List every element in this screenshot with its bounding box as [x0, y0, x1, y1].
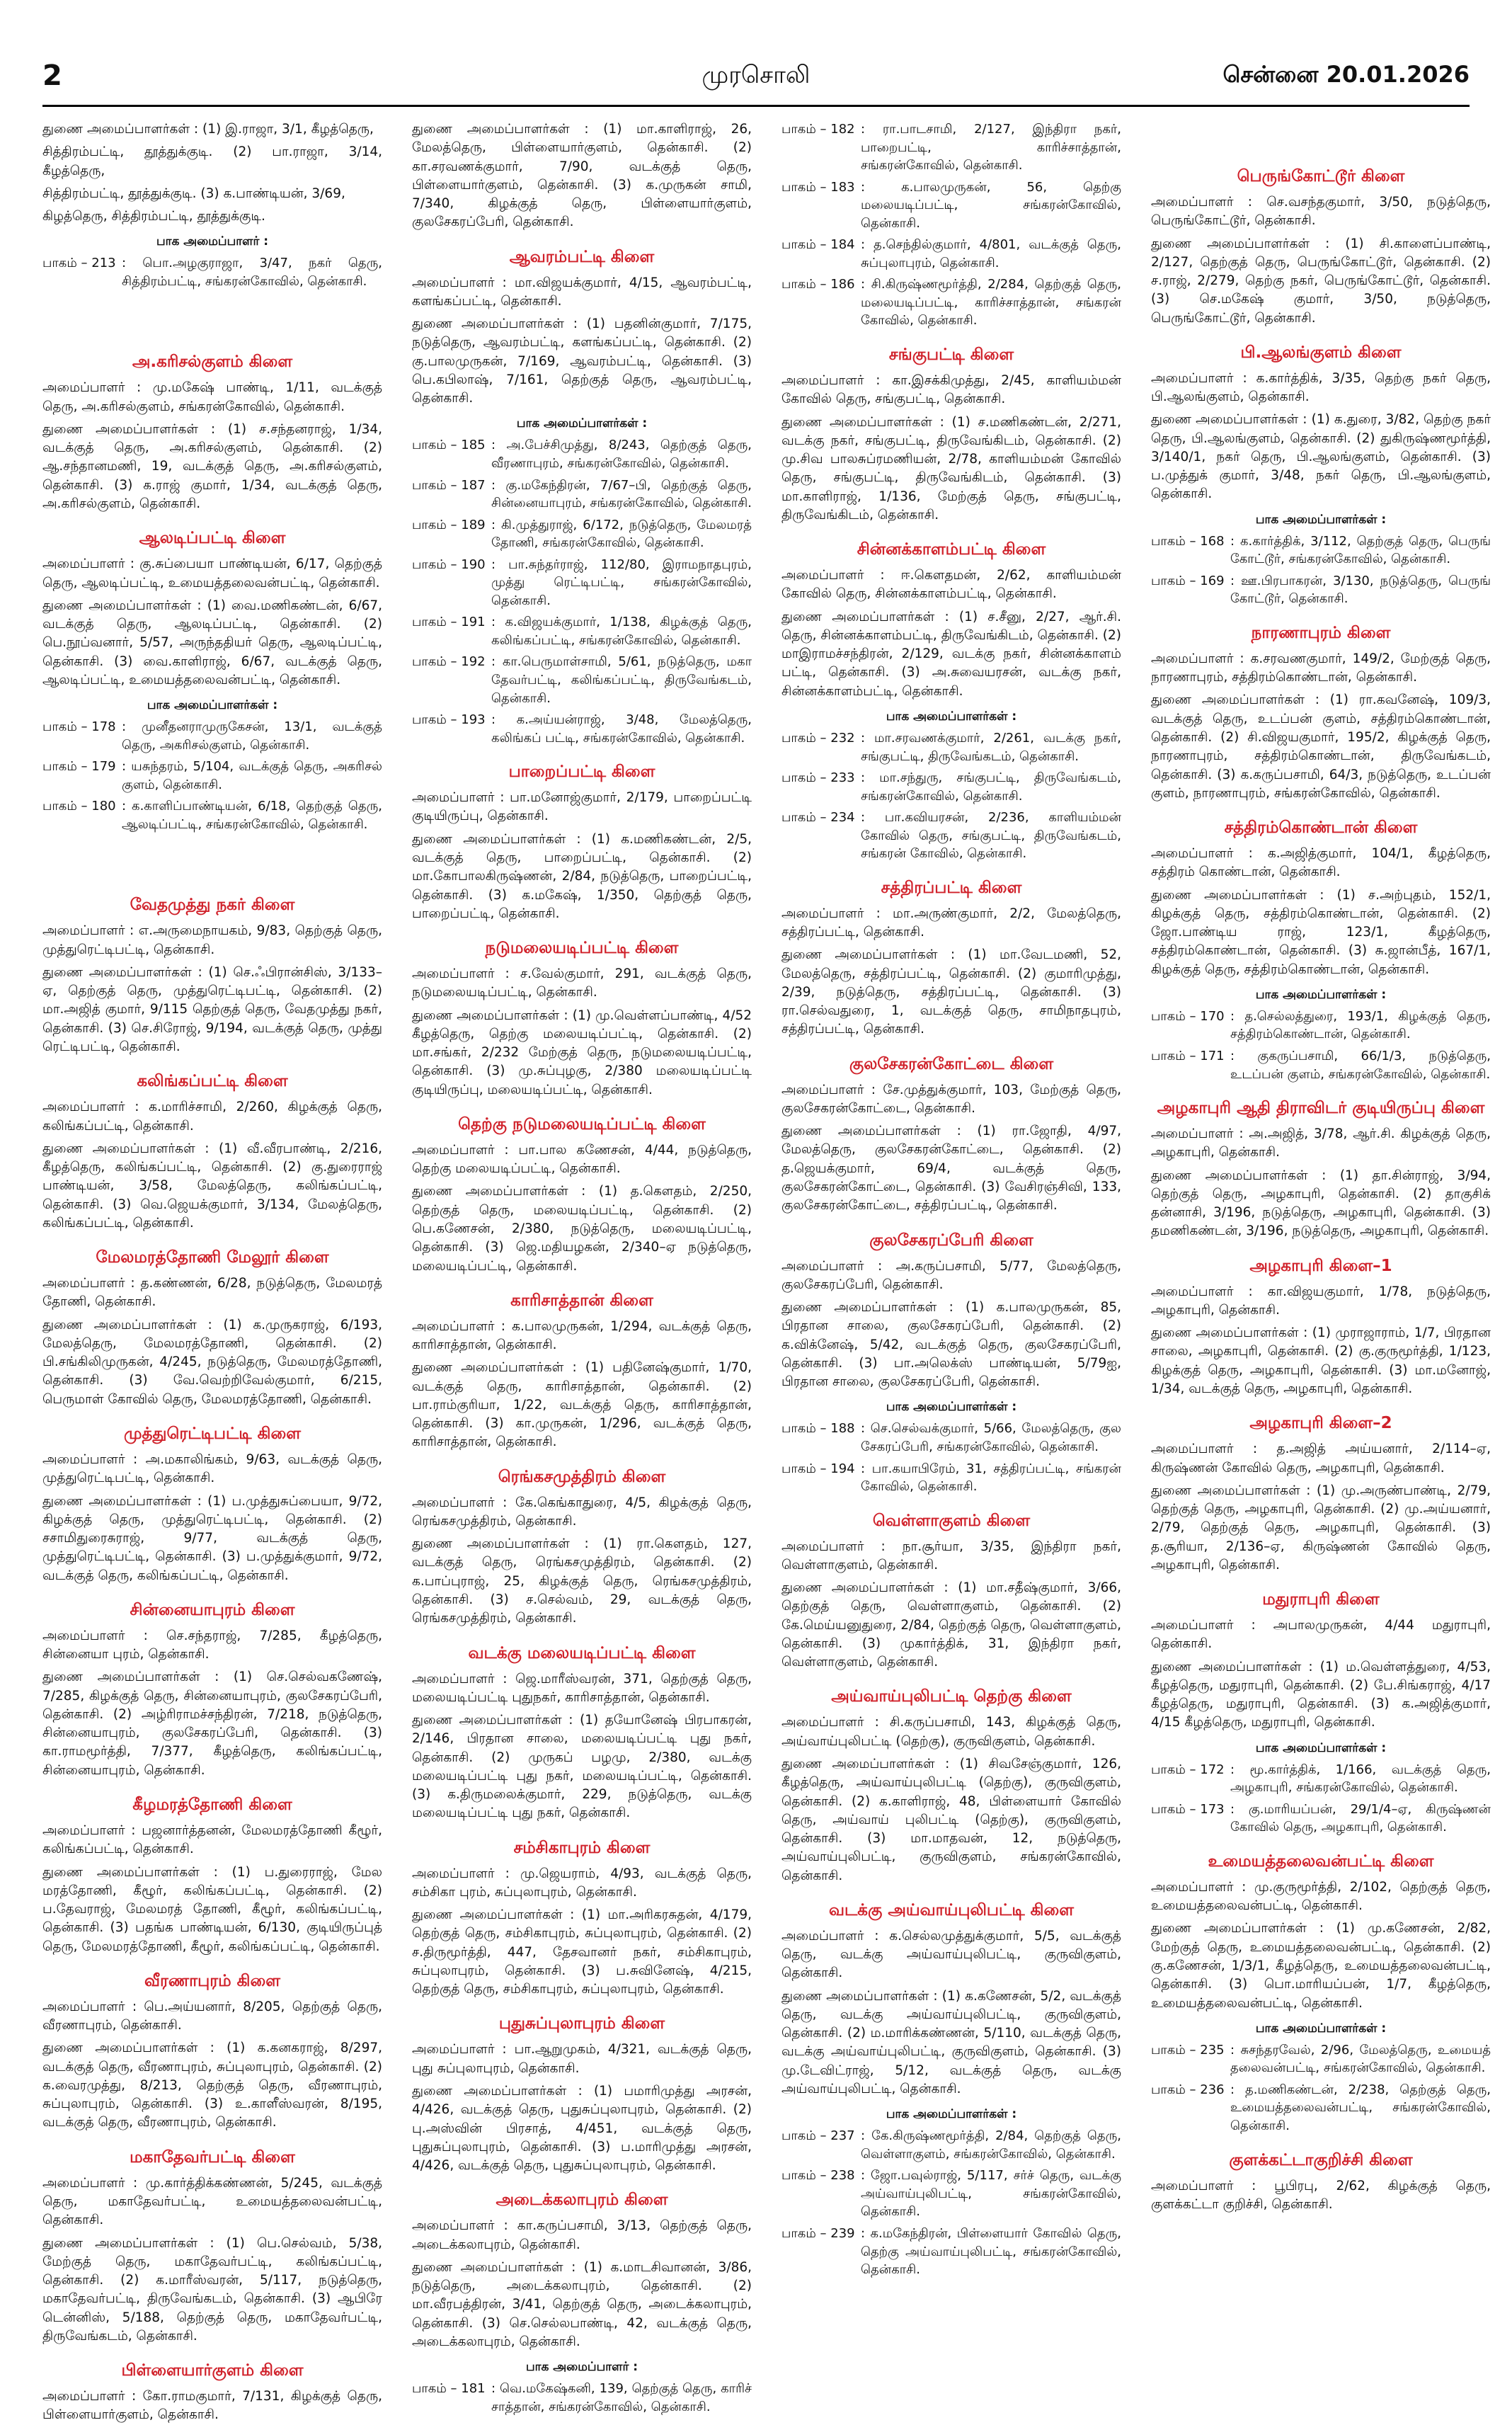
booth-heading: பாக அமைப்பாளர்கள் :: [1255, 2021, 1387, 2036]
booth-entry: [42, 797, 382, 833]
member-entry: துணை அமைப்பாளர்கள் : (1) வீ.வீரபாண்டி, 2/216, கீழத்தெரு, கலிங்கப்பட்டி, தென்காசி. (2) கு.துரைராஜ் பாண்டியன், 3/58, மேலத்தெரு, கலிங்கப்பட்டி, தென்காசி. (3) வெ.ஜெயக்குமார், 3/134, மேலத்தெரு, கலிங்கப்பட்டி, தென்காசி.: [42, 1141, 382, 1231]
member-entry: துணை அமைப்பாளர்கள் : (1) க.துரை, 3/82, தெற்கு நகர் தெரு, பி.ஆலங்குளம், தென்காசி. (2) துகிருஷ்ணமூர்த்தி, 3/140/1, நகர் தெரு, பி.ஆலங்குளம், தென்காசி. (3) ப.முத்துக் குமார், 3/48, நகர் தெரு, பி.ஆலங்குளம், தென்காசி.: [1151, 412, 1491, 502]
member-entry: அமைப்பாளர் : பூபிரபு, 2/62, கிழக்குத் தெரு, குளக்கட்டா குறிச்சி, தென்காசி.: [1151, 2178, 1491, 2212]
branch-title: அ.கரிசல்குளம் கிளை: [132, 353, 293, 372]
branch-section: [1151, 1414, 1491, 1575]
member-entry: துணை அமைப்பாளர்கள் : (1) த.கௌதம், 2/250, தெற்குத் தெரு, மலையடிப்பட்டி, தென்காசி. (2) பெ.கணேசன், 2/380, நடுத்தெரு, மலையடிப்பட்டி, தென்காசி. (3) ஜெ.மதியழகன், 2/340–ஏ நடுத்தெரு, மலையடிப்பட்டி, தென்காசி.: [412, 1184, 752, 1274]
booth-member: : ஜோ.பவுல்ராஜ், 5/117, சர்ச் தெரு, வடக்கு அய்வாய்புலிபட்டி, சங்கரன்கோவில், தென்காசி.: [861, 2168, 1121, 2220]
member-entry: துணை அமைப்பாளர்கள் : (1) க.கனகராஜ், 8/297, வடக்குத் தெரு, வீரணாபுரம், சுப்புலாபுரம், தென்காசி. (2) க.வைரமுத்து, 8/213, தெற்குத் தெரு, வீரணாபுரம், சுப்புலாபுரம், தென்காசி. (3) உ.காளீஸ்வரன், 8/195, வடக்குத் தெரு, வீரணாபுரம், தென்காசி.: [42, 2041, 382, 2130]
member-entry: அமைப்பாளர் : மா.அருண்குமார், 2/2, மேலத்தெரு, சத்திரப்பட்டி, தென்காசி.: [781, 906, 1121, 940]
booth-number: பாகம் – 233: [781, 770, 855, 786]
branch-section: [781, 346, 1121, 525]
branch-section: [1151, 2151, 1491, 2215]
branch-title: சத்திரம்கொண்டான் கிளை: [1224, 818, 1418, 838]
booth-member: : சி.கிருஷ்ணமூர்த்தி, 2/284, தெற்குத் தெரு, மலையடிப்பட்டி, காரிச்சாத்தான், சங்கரன் கோவில், தென்காசி.: [861, 277, 1121, 329]
branch-title: மகாதேவர்பட்டி கிளை: [130, 2147, 295, 2167]
booth-member: : த.செந்தில்குமார், 4/801, வடக்குத் தெரு, சுப்புலாபுரம், தென்காசி.: [861, 237, 1121, 270]
branch-title: நாரணாபுரம் கிளை: [1251, 623, 1391, 642]
branch-title: சங்குபட்டி கிளை: [888, 346, 1014, 365]
booth-entry: [1151, 572, 1491, 608]
branch-title: வீரணாபுரம் கிளை: [144, 1971, 281, 1990]
booth-number: பாகம் – 183: [781, 179, 855, 195]
branch-title: ஆலடிப்பட்டி கிளை: [139, 529, 286, 548]
booth-heading: பாக அமைப்பாளர்கள் :: [516, 416, 648, 431]
branch-section: [42, 1972, 382, 2133]
branch-title: அய்வாய்புலிபட்டி தெற்கு கிளை: [831, 1687, 1072, 1706]
booth-member: : கே.கிருஷ்ணமூர்த்தி, 2/84, தெற்குத் தெரு, வெள்ளாகுளம், சங்கரன்கோவில், தென்காசி.: [861, 2128, 1121, 2162]
branch-title: முத்துரெட்டிபட்டி கிளை: [124, 1425, 301, 1443]
booth-number: பாகம் – 172: [1151, 1762, 1225, 1777]
branch-title: ஆவரம்பட்டி கிளை: [509, 247, 655, 266]
booth-number: பாகம் – 239: [781, 2225, 855, 2241]
branch-section: [781, 120, 1121, 330]
booth-number: பாகம் – 178: [42, 719, 116, 735]
member-entry: அமைப்பாளர் : எ.அருமைநாயகம், 9/83, தெற்குத் தெரு, முத்துரெட்டிபட்டி, தென்காசி.: [42, 923, 382, 957]
member-entry: அமைப்பாளர் : கு.சுப்பையா பாண்டியன், 6/17, தெற்குத் தெரு, ஆலடிப்பட்டி, உமையத்தலைவன்பட்டி, தென்காசி.: [42, 557, 382, 590]
branch-section: [42, 1425, 382, 1585]
booth-entry: [412, 653, 752, 707]
member-entry: அமைப்பாளர் : த.கண்ணன், 6/28, நடுத்தெரு, மேலமரத் தோணி, தென்காசி.: [42, 1276, 382, 1310]
branch-section: [1151, 1099, 1491, 1241]
booth-number: பாகம் – 182: [781, 122, 855, 137]
booth-entry: [781, 729, 1121, 765]
branch-section: [412, 120, 752, 232]
member-entry: அமைப்பாளர் : ச.வேல்குமார், 291, வடக்குத் தெரு, நடுமலையடிப்பட்டி, தென்காசி.: [412, 966, 752, 1000]
member-entry: துணை அமைப்பாளர்கள் : (1) ம.வெள்ளத்துரை, 4/53, கீழத்தெரு, மதுராபுரி, தென்காசி. (2) பே.சிங்கராஜ், 4/17 கீழத்தெரு, மதுராபுரி, தென்காசி. (3) க.அஜித்குமார், 4/15 கீழத்தெரு, மதுராபுரி, தென்காசி.: [1151, 1659, 1491, 1730]
booth-entry: [781, 769, 1121, 805]
header-rule: [42, 105, 1470, 107]
booth-entry: [412, 516, 752, 552]
column-3: [781, 120, 1121, 2315]
booth-entry: [412, 711, 752, 747]
booth-number: பாகம் – 181: [412, 2381, 486, 2397]
booth-heading: பாக அமைப்பாளர் :: [525, 2360, 638, 2375]
branch-title: பி.ஆலங்குளம் கிளை: [1240, 343, 1402, 362]
member-entry: அமைப்பாளர் : பெ.அய்யனார், 8/205, தெற்குத் தெரு, வீரணாபுரம், தென்காசி.: [42, 1999, 382, 2033]
member-entry: சித்திரம்பட்டி, தூத்துக்குடி. (2) பா.ராஜா, 3/14, கீழத்தெரு,: [42, 144, 382, 178]
spacer: [42, 849, 382, 891]
branch-section: [781, 1901, 1121, 2279]
booth-number: பாகம் – 193: [412, 712, 486, 728]
booth-heading: பாக அமைப்பாளர்கள் :: [886, 2107, 1017, 2122]
booth-number: பாகம் – 188: [781, 1421, 855, 1437]
booth-member: : பா.கவியரசன், 2/236, காளியம்மன் கோவில் தெரு, சங்குபட்டி, திருவேங்கடம், சங்கரன் கோவில், தென்காசி.: [861, 810, 1121, 862]
booth-number: பாகம் – 173: [1151, 1801, 1225, 1817]
booth-member: : பொ.அழகுராஜா, 3/47, நகர் தெரு, சித்திரம்பட்டி, சங்கரன்கோவில், தென்காசி.: [122, 256, 382, 289]
booth-member: : கா.பெருமாள்சாமி, 5/61, நடுத்தெரு, மகா தேவர்பட்டி, கலிங்கப்பட்டி, திருவேங்கடம், தென்காசி.: [491, 654, 752, 706]
branch-section: [412, 2191, 752, 2416]
booth-member: : க.மகேந்திரன், பிள்ளையார் கோவில் தெரு, தெற்கு அய்வாய்புலிபட்டி, சங்கரன்கோவில், தென்காசி.: [861, 2225, 1121, 2278]
edition-date: சென்னை 20.01.2026: [1222, 61, 1470, 88]
member-entry: அமைப்பாளர் : கா.இசக்கிமுத்து, 2/45, காளியம்மன் கோவில் தெரு, சங்குபட்டி, தென்காசி.: [781, 373, 1121, 407]
branch-title: சத்திரப்பட்டி கிளை: [881, 878, 1022, 897]
booth-heading: பாக அமைப்பாளர்கள் :: [886, 709, 1017, 724]
member-entry: அமைப்பாளர் : க.கார்த்திக், 3/35, தெற்கு நகர் தெரு, பி.ஆலங்குளம், தென்காசி.: [1151, 370, 1491, 405]
branch-section: [1151, 1257, 1491, 1399]
booth-member: : யசுந்தரம், 5/104, வடக்குத் தெரு, அகரிசல் குளம், தென்காசி.: [122, 759, 382, 792]
branch-title: உமையத்தலைவன்பட்டி கிளை: [1208, 1851, 1434, 1871]
booth-number: பாகம் – 236: [1151, 2082, 1225, 2097]
booth-member: : சுசந்தரவேல், 2/96, மேலத்தெரு, உமையத் தலைவன்பட்டி, சங்கரன்கோவில், தென்காசி.: [1230, 2042, 1491, 2076]
branch-section: [412, 939, 752, 1100]
branch-title: அழகாபுரி கிளை–1: [1249, 1256, 1392, 1275]
booth-member: : வெ.மகேஷ்கனி, 139, தெற்குத் தெரு, காரிச் சாத்தான், சங்கரன்கோவில், தென்காசி.: [491, 2381, 752, 2414]
branch-section: [412, 763, 752, 923]
booth-member: : அ.பேச்சிமுத்து, 8/243, தெற்குத் தெரு, வீரணாபுரம், சங்கரன்கோவில், தென்காசி.: [491, 438, 752, 471]
booth-member: : மூ.கார்த்திக், 1/166, வடக்குத் தெரு, அழகாபுரி, சங்கரன்கோவில், தென்காசி.: [1230, 1762, 1491, 1796]
spacer: [42, 306, 382, 348]
member-entry: துணை அமைப்பாளர்கள் : (1) மா.காளிராஜ், 26, மேலத்தெரு, பிள்ளையார்குளம், தென்காசி. (2) கா.சரவணக்குமார், 7/90, வடக்குத் தெரு, பிள்ளையார்குளம், தென்காசி. (3) க.முருகன் சாமி, 7/340, கிழக்குத் தெரு, பிள்ளையார்குளம், குலசேகரப்பேரி, தென்காசி.: [412, 122, 752, 230]
branch-title: தெற்கு நடுமலையடிப்பட்டி கிளை: [458, 1114, 706, 1134]
member-entry: துணை அமைப்பாளர்கள் : (1) பமாரிமுத்து அரசன், 4/426, வடக்குத் தெரு, புதுசுப்புலாபுரம், தென்காசி. (2) பு.அஸ்வின் பிரசாத், 4/451, வடக்குத் தெரு, புதுசுப்புலாபுரம், தென்காசி. (3) ப.மாரிமுத்து அரசன், 4/426, வடக்குத் தெரு, புதுசுப்புலாபுரம், தென்காசி.: [412, 2084, 752, 2174]
page-number: 2: [42, 59, 62, 92]
branch-title: குலசேகரன்கோட்டை கிளை: [849, 1054, 1054, 1073]
booth-number: பாகம் – 184: [781, 237, 855, 253]
booth-entry: [781, 809, 1121, 863]
booth-number: பாகம் – 180: [42, 799, 116, 814]
member-entry: அமைப்பாளர் : கோ.ராமகுமார், 7/131, கிழக்குத் தெரு, பிள்ளையார்குளம், தென்காசி.: [42, 2389, 382, 2423]
booth-member: : கு.மகேந்திரன், 7/67–பி, தெற்குத் தெரு, சின்னையாபுரம், சங்கரன்கோவில், தென்காசி.: [491, 477, 752, 511]
member-entry: அமைப்பாளர் : அபாலமுருகன், 4/44 மதுராபுரி, தென்காசி.: [1151, 1618, 1491, 1652]
branch-title: அடைக்கலாபுரம் கிளை: [496, 2191, 668, 2210]
member-entry: துணை அமைப்பாளர்கள் : (1) பதனின்குமார், 7/175, நடுத்தெரு, ஆவரம்பட்டி, களங்கப்பட்டி, தென்காசி. (2) கு.பாலமுருகன், 7/169, ஆவரம்பட்டி, தென்காசி. (3) பெ.கபிலாஷ், 7/161, தெற்குத் தெரு, ஆவரம்பட்டி, தென்காசி.: [412, 316, 752, 406]
booth-heading: பாக அமைப்பாளர்கள் :: [147, 698, 278, 713]
member-entry: அமைப்பாளர் : மு.ஜெயராம், 4/93, வடக்குத் தெரு, சம்சிகா புரம், சுப்புலாபுரம், தென்காசி.: [412, 1866, 752, 1900]
member-entry: துணை அமைப்பாளர்கள் : (1) க.மாடசிவானன், 3/86, நடுத்தெரு, அடைக்கலாபுரம், தென்காசி. (2) மா.வீரபத்திரன், 3/41, தெற்குத் தெரு, அடைக்கலாபுரம், தென்காசி. (3) செ.செல்லபாண்டி, 42, வடக்குத் தெரு, அடைக்கலாபுரம், தென்காசி.: [412, 2259, 752, 2349]
booth-heading: பாக அமைப்பாளர்கள் :: [1255, 512, 1387, 527]
booth-heading: பாக அமைப்பாளர்கள் :: [1255, 1740, 1387, 1755]
booth-entry: [42, 254, 382, 290]
booth-entry: [781, 275, 1121, 330]
member-entry: துணை அமைப்பாளர்கள் : (1) ப.முத்துசுப்பையா, 9/72, கிழக்குத் தெரு, முத்துரெட்டிபட்டி, தென்காசி. (2) சசாமிதுரைசுராஜ், 9/77, வடக்குத் தெரு, முத்துரெட்டிபட்டி, தென்காசி. (3) ப.முத்துக்குமார், 9/72, வடக்குத் தெரு, கலிங்கப்பட்டி, தென்காசி.: [42, 1493, 382, 1583]
member-entry: துணை அமைப்பாளர்கள் : (1) ரா.ஜோதி, 4/97, மேலத்தெரு, குலசேகரன்கோட்டை, தென்காசி. (2) த.ஜெயக்குமார், 69/4, வடக்குத் தெரு, குலசேகரன்கோட்டை, தென்காசி. (3) வேசிரஞ்சிவி, 133, குலசேகரன்கோட்டை, சத்திரப்பட்டி, தென்காசி.: [781, 1124, 1121, 1214]
member-entry: துணை அமைப்பாளர்கள் : (1) ப.துரைராஜ், மேல மரத்தோணி, கீழூர், கலிங்கப்பட்டி, தென்காசி. (2) ப.தேவராஜ், மேலமரத் தோணி, கீழூர், கலிங்கப்பட்டி, தென்காசி. (3) பதங்க பாண்டியன், 6/130, குடியிருப்புத் தெரு, மேலமரத்தோணி, கீழூர், கலிங்கப்பட்டி, தென்காசி.: [42, 1864, 382, 1954]
branch-section: [412, 1839, 752, 1999]
booth-member: : க.விஜயக்குமார், 1/138, கிழக்குத் தெரு, கலிங்கப்பட்டி, சங்கரன்கோவில், தென்காசி.: [491, 615, 752, 648]
booth-entry: [42, 718, 382, 754]
member-entry: துணை அமைப்பாளர்கள் : (1) தா.சின்ராஜ், 3/94, தெற்குத் தெரு, அழகாபுரி, தென்காசி. (2) தாகுசிக் தன்னாசி, 3/196, நடுத்தெரு, அழகாபுரி, தென்காசி. (3) தமணிகண்டன், 3/196, நடுத்தெரு, அழகாபுரி, தென்காசி.: [1151, 1168, 1491, 1239]
booth-number: பாகம் – 169: [1151, 573, 1225, 588]
branch-section: [412, 1468, 752, 1628]
branch-section: [42, 1796, 382, 1956]
branch-title: புதுசுப்புலாபுரம் கிளை: [498, 2014, 665, 2033]
booth-member: : கு.மாரியப்பன், 29/1/4–ஏ, கிருஷ்ணன் கோவில் தெரு, அழகாபுரி, தென்காசி.: [1230, 1801, 1491, 1835]
booth-member: : ரா.பாடசாமி, 2/127, இந்திரா நகர், பாறைபட்டி, காரிச்சாத்தான், சங்கரன்கோவில், தென்காசி.: [861, 122, 1121, 173]
member-entry: துணை அமைப்பாளர்கள் : (1) க.பாலமுருகன், 85, பிரதான சாலை, குலசேகரப்பேரி, தென்காசி. (2) க.விக்னேஷ், 5/42, வடக்குத் தெரு, குலசேகரப்பேரி, தென்காசி. (3) பா.அலெக்ஸ் பாண்டியன், 5/79ஐ, பிரதான சாலை, குலசேகரப்பேரி, தென்காசி.: [781, 1300, 1121, 1390]
booth-member: : க.காளிப்பாண்டியன், 6/18, தெற்குத் தெரு, ஆலடிப்பட்டி, சங்கரன்கோவில், தென்காசி.: [122, 799, 382, 832]
member-entry: அமைப்பாளர் : அ.கருப்பசாமி, 5/77, மேலத்தெரு, குலசேகரப்பேரி, தென்காசி.: [781, 1258, 1121, 1292]
member-entry: அமைப்பாளர் : பா.மனோஜ்குமார், 2/179, பாறைப்பட்டி குடியிருப்பு, தென்காசி.: [412, 790, 752, 824]
booth-entry: [1151, 1008, 1491, 1044]
booth-entry: [781, 2225, 1121, 2279]
booth-member: : க.கார்த்திக், 3/112, தெற்குத் தெரு, பெருங் கோட்டூர், சங்கரன்கோவில், தென்காசி.: [1230, 533, 1491, 567]
branch-section: [781, 879, 1121, 1039]
booth-number: பாகம் – 237: [781, 2128, 855, 2144]
branch-title: மதுராபுரி கிளை: [1262, 1590, 1380, 1609]
branch-section: [412, 2014, 752, 2175]
branch-section: [412, 248, 752, 748]
branch-section: [42, 1248, 382, 1409]
column-4: [1151, 120, 1491, 2315]
booth-number: பாகம் – 171: [1151, 1048, 1225, 1063]
booth-member: : மா.சந்துரு, சங்குபட்டி, திருவேங்கடம், சங்கரன்கோவில், தென்காசி.: [861, 770, 1121, 804]
booth-member: : ஊ.பிரபாகரன், 3/130, நடுத்தெரு, பெருங் கோட்டூர், தென்காசி.: [1230, 573, 1491, 607]
member-entry: துணை அமைப்பாளர்கள் : (1) ச.அற்புதம், 152/1, கிழக்குத் தெரு, சத்திரம்கொண்டான், தென்காசி. (2) ஜோ.பாண்டிய ராஜ், 123/1, கீழத்தெரு, சத்திரம்கொண்டான், தென்காசி. (3) சு.ஜான்பீத், 167/1, கிழக்குத் தெரு, சத்திரம்கொண்டான், தென்காசி.: [1151, 887, 1491, 977]
column-1: [42, 120, 382, 2423]
branch-title: மேலமரத்தோணி மேலூர் கிளை: [96, 1248, 329, 1267]
member-entry: துணை அமைப்பாளர்கள் : (1) பெ.செல்வம், 5/38, மேற்குத் தெரு, மகாதேவர்பட்டி, கலிங்கப்பட்டி, தென்காசி. (2) க.மாரீஸ்வரன், 5/117, நடுத்தெரு, மகாதேவர்பட்டி, திருவேங்கடம், தென்காசி. (3) ஆபிரே டென்னிஸ், 5/188, தெற்குத் தெரு, மகாதேவர்பட்டி, திருவேங்கடம், தென்காசி.: [42, 2235, 382, 2344]
booth-number: பாகம் – 235: [1151, 2042, 1225, 2058]
booth-number: பாகம் – 192: [412, 654, 486, 670]
member-entry: அமைப்பாளர் : க.சரவணகுமார், 149/2, மேற்குத் தெரு, நாரணாபுரம், சத்திரம்கொண்டான், தென்காசி.: [1151, 651, 1491, 685]
booth-entry: [412, 556, 752, 610]
branch-section: [781, 1055, 1121, 1216]
member-entry: அமைப்பாளர் : க.மாரிச்சாமி, 2/260, கிழக்குத் தெரு, கலிங்கப்பட்டி, தென்காசி.: [42, 1100, 382, 1134]
branch-section: [42, 896, 382, 1056]
booth-entry: [412, 2380, 752, 2416]
member-entry: அமைப்பாளர் : நா.சூர்யா, 3/35, இந்திரா நகர், வெள்ளாகுளம், தென்காசி.: [781, 1539, 1121, 1573]
member-entry: அமைப்பாளர் : பஜனார்த்தனன், மேலமரத்தோணி கீழூர், கலிங்கப்பட்டி, தென்காசி.: [42, 1822, 382, 1857]
booth-member: : பா.சுந்தர்ராஜ், 112/80, இராமநாதபுரம், முத்து ரெட்டிபட்டி, சங்கரன்கோவில், தென்காசி.: [491, 557, 752, 608]
member-entry: அமைப்பாளர் : மு.குருமூர்த்தி, 2/102, தெற்குத் தெரு, உமையத்தலைவன்பட்டி, தென்காசி.: [1151, 1879, 1491, 1914]
booth-number: பாகம் – 234: [781, 810, 855, 826]
member-entry: அமைப்பாளர் : செ.சந்தராஜ், 7/285, கீழத்தெரு, சின்னையா புரம், தென்காசி.: [42, 1628, 382, 1662]
member-entry: சித்திரம்பட்டி, தூத்துக்குடி. (3) க.பாண்டியன், 3/69,: [42, 186, 345, 201]
branch-section: [42, 120, 382, 290]
booth-member: : த.செல்லத்துரை, 193/1, கிழக்குத் தெரு, சத்திரம்கொண்டான், தென்காசி.: [1230, 1008, 1491, 1042]
branch-section: [781, 540, 1121, 863]
spacer: [1151, 120, 1491, 163]
booth-entry: [781, 120, 1121, 175]
booth-entry: [412, 436, 752, 472]
page-header: [42, 59, 1470, 99]
branch-title: ரெங்கசமுத்திரம் கிளை: [498, 1467, 666, 1486]
booth-number: பாகம் – 213: [42, 256, 116, 271]
booth-heading: பாக அமைப்பாளர் :: [156, 234, 269, 249]
booth-number: பாகம் – 194: [781, 1461, 855, 1476]
booth-entry: [1151, 1761, 1491, 1797]
branch-section: [42, 529, 382, 833]
booth-entry: [781, 2167, 1121, 2221]
branch-title: சின்னக்காளம்பட்டி கிளை: [857, 540, 1046, 559]
booth-heading: பாக அமைப்பாளர்கள் :: [1255, 987, 1387, 1002]
branch-title: சின்னையாபுரம் கிளை: [130, 1600, 295, 1619]
booth-number: பாகம் – 191: [412, 615, 486, 630]
booth-entry: [781, 178, 1121, 233]
member-entry: அமைப்பாளர் : அ.மகாலிங்கம், 9/63, வடக்குத் தெரு, முத்துரெட்டிபட்டி, தென்காசி.: [42, 1452, 382, 1486]
booth-number: பாகம் – 168: [1151, 533, 1225, 549]
member-entry: துணை அமைப்பாளர்கள் : (1) மா.வேடமணி, 52, மேலத்தெரு, சத்திரப்பட்டி, தென்காசி. (2) குமாரிமுத்து, 2/39, நடுத்தெரு, சத்திரப்பட்டி, தென்காசி. (3) ரா.செல்வதுரை, 1, வடக்குத் தெரு, சாமிநாதபுரம், சத்திரப்பட்டி, தென்காசி.: [781, 947, 1121, 1037]
member-entry: அமைப்பாளர் : ஈ.கௌதமன், 2/62, காளியம்மன் கோவில் தெரு, சின்னக்காளம்பட்டி, தென்காசி.: [781, 568, 1121, 602]
booth-member: : குகருப்பசாமி, 66/1/3, நடுத்தெரு, உடப்பன் குளம், சங்கரன்கோவில், தென்காசி.: [1230, 1048, 1491, 1082]
booth-member: : செ.செல்வக்குமார், 5/66, மேலத்தெரு, குல சேகரப்பேரி, சங்கரன்கோவில், தென்காசி.: [861, 1421, 1121, 1454]
booth-number: பாகம் – 179: [42, 759, 116, 775]
branch-title: பாறைப்பட்டி கிளை: [508, 763, 655, 782]
newspaper-name: முரசொலி: [701, 61, 811, 89]
booth-member: : க.அய்யன்ராஜ், 3/48, மேலத்தெரு, கலிங்கப் பட்டி, சங்கரன்கோவில், தென்காசி.: [491, 712, 752, 746]
member-entry: துணை அமைப்பாளர்கள் : (1) ச.சந்தனராஜ், 1/34, வடக்குத் தெரு, அ.கரிசல்குளம், தென்காசி. (2) ஆ.சந்தானமணி, 19, வடக்குத் தெரு, அ.கரிசல்குளம், தென்காசி. (3) க.ராஜ் குமார், 1/34, வடக்குத் தெரு, அ.கரிசல்குளம், தென்காசி.: [42, 421, 382, 512]
member-entry: துணை அமைப்பாளர்கள் : (1) சி.காளைப்பாண்டி, 2/127, தெற்குத் தெரு, பெருங்கோட்டூர், தென்காசி. (2) ச.ராஜ், 2/279, தெற்கு நகர், பெருங்கோட்டூர், தென்காசி. (3) செ.மகேஷ் குமார், 3/50, நடுத்தெரு, பெருங்கோட்டூர், தென்காசி.: [1151, 236, 1491, 326]
booth-number: பாகம் – 232: [781, 731, 855, 746]
booth-member: : மா.சரவணக்குமார், 2/261, வடக்கு நகர், சங்குபட்டி, திருவேங்கடம், தென்காசி.: [861, 731, 1121, 764]
member-entry: அமைப்பாளர் : சே.முத்துக்குமார், 103, மேற்குத் தெரு, குலசேகரன்கோட்டை, தென்காசி.: [781, 1082, 1121, 1116]
branch-section: [1151, 624, 1491, 803]
member-entry: துணை அமைப்பாளர்கள் : (1) ச.சீனு, 2/27, ஆர்.சி. தெரு, சின்னக்காளம்பட்டி, திருவேங்கிடம், தென்காசி. (2) மாஇராமச்சந்திரன், 2/129, வடக்கு நகர், சின்னக்காளம் பட்டி, தென்காசி. (3) அ.சுவையரசன், வடக்கு நகர், சின்னக்காளம்பட்டி, தென்காசி.: [781, 609, 1121, 699]
member-entry: அமைப்பாளர் : மு.கார்த்திக்கண்ணன், 5/245, வடக்குத் தெரு, மகாதேவர்பட்டி, உமையத்தலைவன்பட்டி, தென்காசி.: [42, 2175, 382, 2228]
branch-title: அழகாபுரி ஆதி திராவிடர் குடியிருப்பு கிளை: [1157, 1099, 1485, 1118]
member-entry: துணை அமைப்பாளர்கள் : (1) மா.சதீஷ்குமார், 3/66, தெற்குத் தெரு, வெள்ளாகுளம், தென்காசி. (2) கே.மெய்யனுதுரை, 2/84, தெற்குத் தெரு, வெள்ளாகுளம், தென்காசி. (3) முகார்த்திக், 31, இந்திரா நகர், வெள்ளாகுளம், தென்காசி.: [781, 1580, 1121, 1670]
member-entry: துணை அமைப்பாளர்கள் : (1) மு.வெள்ளப்பாண்டி, 4/52 கீழத்தெரு, தெற்கு மலையடிப்பட்டி, தென்காசி. (2) மா.சங்கர், 2/232 மேற்குத் தெரு, நடுமலையடிப்பட்டி, தென்காசி. (3) மு.சுப்புழகு, 2/380 மலையடிப்பட்டி குடியிருப்பு, மலையடிப்பட்டி, தென்காசி.: [412, 1008, 752, 1097]
branch-section: [42, 1072, 382, 1233]
member-entry: அமைப்பாளர் : கா.விஜயகுமார், 1/78, நடுத்தெரு, அழகாபுரி, தென்காசி.: [1151, 1284, 1491, 1318]
member-entry: அமைப்பாளர் : அ.அஜித், 3/78, ஆர்.சி. கிழக்குத் தெரு, அழகாபுரி, தென்காசி.: [1151, 1126, 1491, 1160]
branch-section: [1151, 343, 1491, 608]
booth-entry: [1151, 2081, 1491, 2135]
member-entry: துணை அமைப்பாளர்கள் : (1) க.மணிகண்டன், 2/5, வடக்குத் தெரு, பாறைப்பட்டி, தென்காசி. (2) மா.கோபாலகிருஷ்ணன், 2/84, நடுத்தெரு, பாறைப்பட்டி, தென்காசி. (3) க.மகேஷ், 1/350, தெற்குத் தெரு, பாறைப்பட்டி, தென்காசி.: [412, 831, 752, 921]
branch-section: [42, 1601, 382, 1780]
branch-title: குலசேகரப்பேரி கிளை: [869, 1231, 1033, 1250]
booth-member: : கி.முத்துராஜ், 6/172, நடுத்தெரு, மேலமரத் தோணி, சங்கரன்கோவில், தென்காசி.: [491, 517, 752, 551]
branch-section: [781, 1231, 1121, 1496]
branch-section: [781, 1687, 1121, 1885]
branch-title: வடக்கு மலையடிப்பட்டி கிளை: [468, 1643, 696, 1662]
booth-entry: [42, 758, 382, 794]
branch-section: [42, 2148, 382, 2346]
branch-title: சம்சிகாபுரம் கிளை: [513, 1838, 651, 1857]
branch-title: நடுமலையடிப்பட்டி கிளை: [485, 939, 679, 958]
member-entry: துணை அமைப்பாளர்கள் : (1) சிவசேஞ்குமார், 126, கீழத்தெரு, அய்வாய்புலிபட்டி (தெற்கு), குருவிகுளம், தென்காசி. (2) க.காளிராஜ், 48, பிள்ளையார் கோவில் தெரு, அய்வாய் புலிபட்டி (தெற்கு), குருவிகுளம், தென்காசி. (3) மா.மாதவன், 12, நடுத்தெரு, அய்வாய்புலிபட்டி, குருவிகுளம், சங்கரன்கோவில், தென்காசி.: [781, 1756, 1121, 1883]
member-entry: துணை அமைப்பாளர்கள் : (1) ச.மணிகண்டன், 2/271, வடக்கு நகர், சங்குபட்டி, திருவேங்கிடம், தென்காசி. (2) மு.சிவ பாலசுப்ரமணியன், 2/78, காளியம்மன் கோவில் தெரு, சங்குபட்டி, திருவேங்கிடம், தென்காசி. (3) மா.காளிராஜ், 1/136, மேற்குத் தெரு, சங்குபட்டி, திருவேங்கிடம், தென்காசி.: [781, 414, 1121, 523]
member-entry: அமைப்பாளர் : சி.கருப்பசாமி, 143, கிழக்குத் தெரு, அய்வாய்புலிபட்டி (தெற்கு), குருவிகுளம், தென்காசி.: [781, 1715, 1121, 1749]
branch-title: கீழமரத்தோணி கிளை: [132, 1795, 292, 1814]
column-2: [412, 120, 752, 2414]
booth-number: பாகம் – 187: [412, 477, 486, 493]
branch-title: அழகாபுரி கிளை–2: [1249, 1414, 1392, 1433]
branch-section: [1151, 1590, 1491, 1837]
booth-entry: [781, 2127, 1121, 2163]
member-entry: அமைப்பாளர் : பா.பால கணேசன், 4/44, நடுத்தெரு, தெற்கு மலையடிப்பட்டி, தென்காசி.: [412, 1142, 752, 1177]
branch-section: [42, 353, 382, 513]
branch-title: பெருங்கோட்டூர் கிளை: [1237, 167, 1405, 186]
booth-number: பாகம் – 185: [412, 438, 486, 453]
member-entry: அமைப்பாளர் : மா.விஜயக்குமார், 4/15, ஆவரம்பட்டி, களங்கப்பட்டி, தென்காசி.: [412, 275, 752, 309]
branch-section: [412, 1291, 752, 1452]
member-entry: துணை அமைப்பாளர்கள் : (1) ரா.கௌதம், 127, வடக்குத் தெரு, ரெங்கசமுத்திரம், தென்காசி. (2) க.பாப்புராஜ், 25, கிழக்குத் தெரு, ரெங்கசமுத்திரம், தென்காசி. (3) ச.செல்வம், 29, வடக்குத் தெரு, ரெங்கசமுத்திரம், தென்காசி.: [412, 1536, 752, 1626]
member-entry: துணை அமைப்பாளர்கள் : (1) மா.அரிகரசுதன், 4/179, தெற்குத் தெரு, சம்சிகாபுரம், சுப்புலாபுரம், தென்காசி. (2) ச.திருமூர்த்தி, 447, தேசவானர் நகர், சம்சிகாபுரம், சுப்புலாபுரம், தென்காசி. (3) ப.சுவினேஷ், 4/215, தெற்குத் தெரு, சம்சிகாபுரம், சுப்புலாபுரம், தென்காசி.: [412, 1907, 752, 1997]
member-entry: துணை அமைப்பாளர்கள் : (1) தயோனேஷ் பிரபாகரன், 2/146, பிரதான சாலை, மலையடிப்பட்டி புது நகர், தென்காசி. (2) முருகப் பழமு, 2/380, வடக்கு மலையடிப்பட்டி புது நகர், மலையடிப்பட்டி, தென்காசி. (3) க.திருமலைக்குமார், 229, நடுத்தெரு, வடக்கு மலையடிப்பட்டி புது நகர், தென்காசி.: [412, 1713, 752, 1821]
member-entry: துணை அமைப்பாளர்கள் : (1) இ.ராஜா, 3/1, கீழத்தெரு,: [42, 122, 374, 137]
booth-entry: [1151, 2041, 1491, 2077]
booth-entry: [412, 477, 752, 513]
booth-member: : முனீதனராமுருகேசன், 13/1, வடக்குத் தெரு, அகரிசல்குளம், தென்காசி.: [122, 719, 382, 753]
member-entry: துணை அமைப்பாளர்கள் : (1) மு.கணேசன், 2/82, மேற்குத் தெரு, உமையத்தலைவன்பட்டி, தென்காசி. (2) கு.கணேசன், 1/3/1, கீழத்தெரு, உமையத்தலைவன்பட்டி, தென்காசி. (3) பொ.மாரியப்பன், 1/7, கீழத்தெரு, உமையத்தலைவன்பட்டி, தென்காசி.: [1151, 1921, 1491, 2011]
booth-number: பாகம் – 189: [412, 517, 486, 532]
booth-entry: [1151, 1801, 1491, 1837]
member-entry: அமைப்பாளர் : செ.வசந்தகுமார், 3/50, நடுத்தெரு, பெருங்கோட்டூர், தென்காசி.: [1151, 195, 1491, 229]
branch-title: காரிசாத்தான் கிளை: [510, 1291, 653, 1310]
member-entry: துணை அமைப்பாளர்கள் : (1) மு.அருண்பாண்டி, 2/79, தெற்குத் தெரு, அழகாபுரி, தென்காசி. (2) மு.அய்யனார், 2/79, தெற்குத் தெரு, அழகாபுரி, தென்காசி. (3) த.சூரியா, 2/136–ஏ, கிருஷ்ணன் கோவில் தெரு, அழகாபுரி, தென்காசி.: [1151, 1483, 1491, 1573]
member-entry: அமைப்பாளர் : த.அஜித் அய்யனார், 2/114–ஏ, கிருஷ்ணன் கோவில் தெரு, அழகாபுரி, தென்காசி.: [1151, 1442, 1491, 1476]
booth-member: : பா.கயாபிரேம், 31, சத்திரப்பட்டி, சங்கரன் கோவில், தென்காசி.: [861, 1461, 1121, 1495]
member-entry: அமைப்பாளர் : பா.ஆறுமுகம், 4/321, வடக்குத் தெரு, புது சுப்புலாபுரம், தென்காசி.: [412, 2042, 752, 2076]
branch-section: [42, 2361, 382, 2425]
booth-entry: [781, 1420, 1121, 1456]
booth-heading: பாக அமைப்பாளர்கள் :: [886, 1400, 1017, 1415]
member-entry: துணை அமைப்பாளர்கள் : (1) க.கணேசன், 5/2, வடக்குத் தெரு, வடக்கு அய்வாய்புலிபட்டி, குருவிகுளம், தென்காசி. (2) ம.மாரிக்கண்ணன், 5/110, வடக்குத் தெரு, வடக்கு அய்வாய்புலிபட்டி, குருவிகுளம், தென்காசி. (3) மு.டேவிட்ராஜ், 5/12, வடக்குத் தெரு, வடக்கு அய்வாய்புலிபட்டி, தென்காசி.: [781, 1988, 1121, 2096]
member-entry: அமைப்பாளர் : க.செல்லமுத்துக்குமார், 5/5, வடக்குத் தெரு, வடக்கு அய்வாய்புலிபட்டி, குருவிகுளம், தென்காசி.: [781, 1928, 1121, 1981]
booth-number: பாகம் – 238: [781, 2168, 855, 2184]
member-entry: அமைப்பாளர் : மு.மகேஷ் பாண்டி, 1/11, வடக்குத் தெரு, அ.கரிசல்குளம், சங்கரன்கோவில், தென்காசி.: [42, 380, 382, 414]
branch-title: கலிங்கப்பட்டி கிளை: [137, 1072, 288, 1091]
member-entry: அமைப்பாளர் : ஜெ.மாரீஸ்வரன், 371, தெற்குத் தெரு, மலையடிப்பட்டி புதுநகர், காரிசாத்தான், தென்காசி.: [412, 1671, 752, 1705]
branch-section: [1151, 1852, 1491, 2135]
branch-title: பிள்ளையார்குளம் கிளை: [121, 2361, 304, 2380]
member-entry: துணை அமைப்பாளர்கள் : (1) க.முருகராஜ், 6/193, மேலத்தெரு, மேலமரத்தோணி, தென்காசி. (2) பி.சங்கிலிமுருகன், 4/245, நடுத்தெரு, மேலமரத்தோணி, தென்காசி. (3) வே.வெற்றிவேல்குமார், 6/215, பெருமாள் கோவில் தெரு, மேலமரத்தோணி, தென்காசி.: [42, 1317, 382, 1407]
booth-member: : க.பாலமுருகன், 56, தெற்கு மலையடிப்பட்டி, சங்கரன்கோவில், தென்காசி.: [861, 179, 1121, 231]
member-entry: துணை அமைப்பாளர்கள் : (1) பதினேஷ்குமார், 1/70, வடக்குத் தெரு, காரிசாத்தான், தென்காசி. (2) பா.ராம்குரியா, 1/22, வடக்குத் தெரு, காரிசாத்தான், தென்காசி. (3) கா.முருகன், 1/296, வடக்குத் தெரு, காரிசாத்தான், தென்காசி.: [412, 1360, 752, 1450]
member-entry: அமைப்பாளர் : க.பாலமுருகன், 1/294, வடக்குத் தெரு, காரிசாத்தான், தென்காசி.: [412, 1318, 752, 1353]
branch-title: வடக்கு அய்வாய்புலிபட்டி கிளை: [828, 1900, 1074, 1919]
booth-number: பாகம் – 170: [1151, 1008, 1225, 1024]
member-entry: அமைப்பாளர் : கா.கருப்பசாமி, 3/13, தெற்குத் தெரு, அடைக்கலாபுரம், தென்காசி.: [412, 2218, 752, 2252]
branch-section: [412, 1644, 752, 1823]
branch-section: [1151, 818, 1491, 1083]
booth-entry: [781, 1460, 1121, 1496]
booth-entry: [1151, 1047, 1491, 1083]
member-entry: துணை அமைப்பாளர்கள் : (1) செ.ஃபிரான்சிஸ், 3/133–ஏ, தெற்குத் தெரு, முத்துரெட்டிபட்டி, தென்காசி. (2) மா.அஜித் குமார், 9/115 தெற்குத் தெரு, வேதமுத்து நகர், தென்காசி. (3) செ.சிரோஜ், 9/194, வடக்குத் தெரு, முத்து ரெட்டிபட்டி, தென்காசி.: [42, 964, 382, 1055]
booth-entry: [1151, 532, 1491, 569]
member-entry: துணை அமைப்பாளர்கள் : (1) வை.மணிகண்டன், 6/67, வடக்குத் தெரு, ஆலடிப்பட்டி, தென்காசி. (2) பெ.நூப்வனார், 5/57, அருந்ததியர் தெரு, ஆலடிப்பட்டி, தென்காசி. (3) வை.காளிராஜ், 6/67, வடக்குத் தெரு, ஆலடிப்பட்டி, உமையத்தலைவன்பட்டி, தென்காசி.: [42, 598, 382, 687]
member-entry: துணை அமைப்பாளர்கள் : (1) ரா.கவனேஷ், 109/3, வடக்குத் தெரு, உடப்பன் குளம், சத்திரம்கொண்டான், தென்காசி. (2) சி.விஜயகுமார், 195/2, கிழக்குத் தெரு, நாரணாபுரம், சத்திரம்கொண்டான், திருவேங்கடம், தென்காசி. (3) க.கருப்பசாமி, 64/3, நடுத்தெரு, உடப்பன் குளம், நாரணாபுரம், சங்கரன்கோவில், தென்காசி.: [1151, 692, 1491, 801]
branch-section: [1151, 167, 1491, 328]
branch-title: வெள்ளாகுளம் கிளை: [872, 1511, 1031, 1530]
branch-section: [781, 1512, 1121, 1672]
booth-entry: [412, 613, 752, 649]
booth-member: : த.மணிகண்டன், 2/238, தெற்குத் தெரு, உமையத்தலைவன்பட்டி, சங்கரன்கோவில், தென்காசி.: [1230, 2082, 1491, 2133]
member-entry: அமைப்பாளர் : க.அஜித்குமார், 104/1, கீழத்தெரு, சத்திரம் கொண்டான், தென்காசி.: [1151, 846, 1491, 880]
branch-title: குளக்கட்டாகுறிச்சி கிளை: [1229, 2150, 1413, 2169]
member-entry: அமைப்பாளர் : கே.கெங்காதுரை, 4/5, கிழக்குத் தெரு, ரெங்கசமுத்திரம், தென்காசி.: [412, 1495, 752, 1529]
booth-number: பாகம் – 190: [412, 557, 486, 572]
member-entry: கிழத்தெரு, சித்திரம்பட்டி, தூத்துக்குடி.: [42, 209, 265, 224]
branch-section: [412, 1115, 752, 1276]
booth-entry: [781, 236, 1121, 272]
branch-title: வேதமுத்து நகர் கிளை: [130, 896, 295, 915]
booth-number: பாகம் – 186: [781, 277, 855, 292]
member-entry: துணை அமைப்பாளர்கள் : (1) செ.செல்வகணேஷ், 7/285, கிழக்குத் தெரு, சின்னையாபுரம், குலசேகரப்பேரி, தென்காசி. (2) அழ்ரிராமச்சந்திரன், 7/218, நடுத்தெரு, சின்னையாபுரம், குலசேகரப்பேரி, தென்காசி. (3) கா.ராமமூர்த்தி, 7/377, கீழத்தெரு, கலிங்கப்பட்டி, சின்னையாபுரம், தென்காசி.: [42, 1670, 382, 1778]
member-entry: துணை அமைப்பாளர்கள் : (1) முராஜாராம், 1/7, பிரதான சாலை, அழகாபுரி, தென்காசி. (2) கு.குருமூர்த்தி, 1/123, கிழக்குத் தெரு, அழகாபுரி, தென்காசி. (3) மா.மனோஜ், 1/34, வடக்குத் தெரு, அழகாபுரி, தென்காசி.: [1151, 1325, 1491, 1396]
